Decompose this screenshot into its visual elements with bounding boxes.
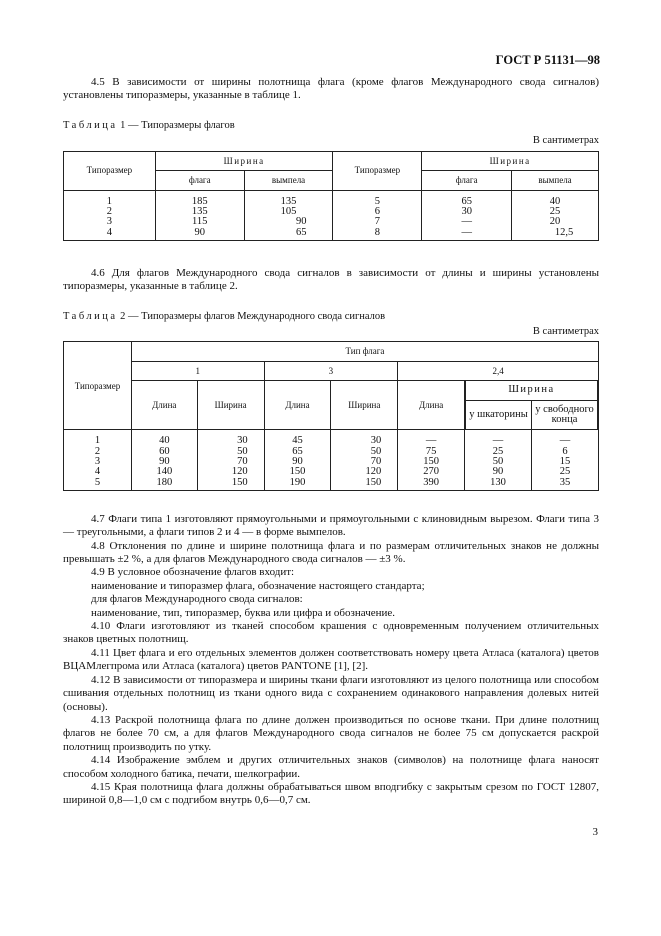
t2-header-size: Типоразмер [64,342,132,430]
t2-width-subheader [465,381,598,429]
table-2 [63,341,599,490]
paragraph-4-14: 4.14 Изображение эмблем и других отличительных знаков (символов) на полотнище флага наносят способом холодного батика, печати, шелкографии. [63,754,599,780]
t2-header-length-24: Длина [398,381,465,430]
table-row: 5 180 150 190 150 390 130 35 [64,478,599,491]
t1-header-flag: флага [155,171,244,191]
t1-header-flag-2: флага [422,171,512,191]
paragraph-4-9-b: для флагов Международного свода сигналов: [91,593,303,606]
table2-caption-label: Таблица [63,310,118,322]
table-row: 4 140 120 150 120 270 90 25 [64,467,599,477]
paragraph-4-11: 4.11 Цвет флага и его отдельных элементов должен соответствовать номеру цвета Атласа (каталога) цветов ВЦАМлегпрома или Атласа (каталога) цветов PANTONE [1], [2]. [63,646,599,673]
paragraph-4-9-a: наименование и типоразмер флага, обозначение настоящего стандарта; [91,579,425,592]
paragraph-4-10: 4.10 Флаги изготовляют из тканей способом крашения с одновременным получением отличительных знаков цветных полотнищ. [63,620,599,646]
table-row: 4 90 65 8 — 12,5 [64,228,599,241]
table-row: 3 115 90 7 — 20 [64,217,599,227]
table2-units: В сантиметрах [532,326,599,338]
table-row: 1 40 30 45 30 — — — [64,430,599,447]
page-number: 3 [592,826,598,838]
t2-header-length-3: Длина [264,381,331,430]
t2-header-length-1: Длина [131,381,197,430]
table1-units: В сантиметрах [532,135,599,147]
paragraph-4-6: 4.6 Для флагов Международного свода сигналов в зависимости от длины и ширины установлены типоразмеры, указанные в таблице 2. [63,266,599,293]
paragraph-4-13: 4.13 Раскрой полотнища флага по длине должен производиться по основе ткани. При длине полотнищ флагов не более 70 см, а для флагов Международного свода сигналов не более 75 см допускается раскрой полотнищ производить по утку. [63,713,599,753]
t2-header-type-24: 2,4 [398,361,599,381]
document-header: ГОСТ Р 51131—98 [495,53,600,67]
paragraph-4-7: 4.7 Флаги типа 1 изготовляют прямоугольными и прямоугольными с клиновидным вырезом. Флаги типа 3 — треугольными, а флаги типов 2 и 4 — в форме вымпелов. [63,512,599,539]
t1-header-size: Типоразмер [64,151,156,190]
paragraph-4-15: 4.15 Края полотнища флага должны обрабатываться швом вподгибку с закрытым срезом по ГОСТ 12807, шириной 0,8—1,0 см с подгибом внутрь 0,6—0,7 см. [63,780,599,807]
t2-header-type-3: 3 [264,361,398,381]
page-body [63,76,599,808]
paragraph-4-5: 4.5 В зависимости от ширины полотнища флага (кроме флагов Международного свода сигналов) установлены типоразмеры, указанные в таблице 1. [63,76,599,102]
t1-header-pennant-2: вымпела [512,171,599,191]
table1-caption [63,119,599,132]
table-row: 2 60 50 65 50 75 25 6 [64,447,599,457]
t2-header-free-end: у свободного конца [532,400,598,429]
paragraph-4-9-c: наименование, тип, типоразмер, буква или цифра и обозначение. [91,606,396,619]
paragraph-4-9: 4.9 В условное обозначение флагов входит: [91,566,295,579]
t2-header-width-3: Ширина [331,381,398,430]
t2-header-type: Тип флага [131,342,598,362]
table2-caption [63,310,599,323]
table1-caption-label: Таблица [63,119,118,131]
table-1 [63,151,599,241]
t2-header-width-1: Ширина [197,381,264,430]
t2-header-width-24-group [465,381,599,430]
t1-header-pennant: вымпела [244,171,333,191]
t1-header-width-2: Ширина [422,151,599,171]
t1-header-width: Ширина [155,151,333,171]
t2-header-type-1: 1 [131,361,264,381]
table2-caption-text: 2 — Типоразмеры флагов Международного свода сигналов [120,310,386,322]
t2-header-at-sheave: у шкаторины [466,400,532,429]
t2-header-width-24: Ширина [466,381,598,400]
table-row: 1 185 135 5 65 40 [64,190,599,207]
table-row: 2 135 105 6 30 25 [64,207,599,217]
paragraph-4-12: 4.12 В зависимости от типоразмера и ширины ткани флаги изготовляют из целого полотнища или способом сшивания отдельных полотнищ из ткани одного вида с сохранением одинакового направления долевых нитей (основы). [63,673,599,713]
table1-caption-text: 1 — Типоразмеры флагов [120,119,235,131]
table-row: 3 90 70 90 70 150 50 15 [64,457,599,467]
t1-header-size-2: Типоразмер [333,151,422,190]
paragraph-4-8: 4.8 Отклонения по длине и ширине полотнища флага и по размерам отличительных знаков не должны превышать ±2 %, а для флагов Международного свода сигналов — ±3 %. [63,539,599,566]
